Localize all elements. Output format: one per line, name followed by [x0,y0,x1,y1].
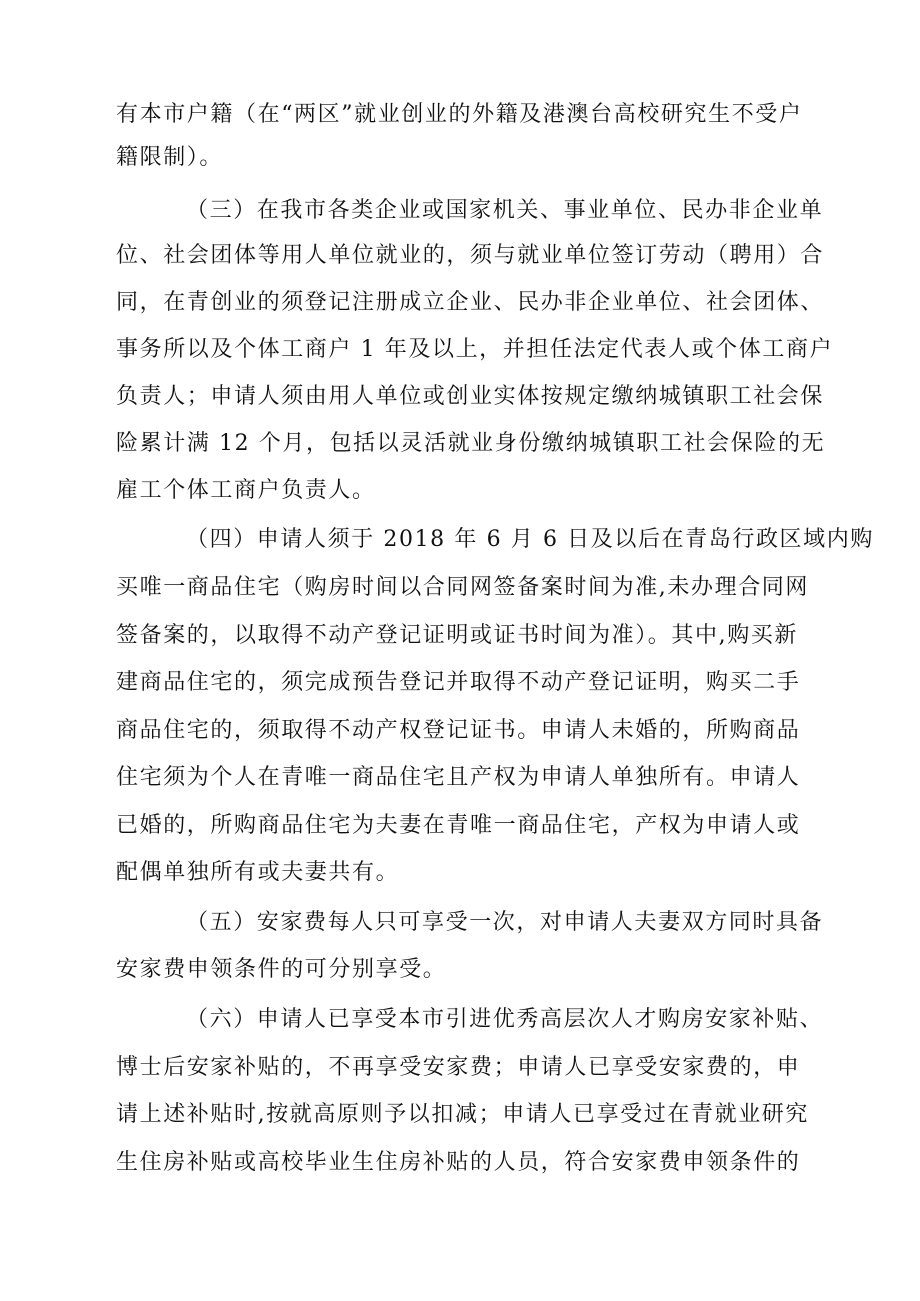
text-line: 同，在青创业的须登记注册成立企业、民办非企业单位、社会团体、 [116,290,825,315]
text-line: 博士后安家补贴的，不再享受安家费；申请人已享受安家费的，申 [116,1055,801,1080]
text-line: （三）在我市各类企业或国家机关、事业单位、民办非企业单 [186,198,824,223]
text-line: 安家费申领条件的可分别享受。 [116,957,447,982]
text-line: 生住房补贴或高校毕业生住房补贴的人员，符合安家费申领条件的 [116,1150,801,1175]
text-line: （五）安家费每人只可享受一次，对申请人夫妻双方同时具备 [186,910,824,935]
text-line: 配偶单独所有或夫妻共有。 [116,860,400,885]
text-line: 险累计满 12 个月，包括以灵活就业身份缴纳城镇职工社会保险的无 [116,431,826,456]
text-line: 签备案的，以取得不动产登记证明或证书时间为准）。其中,购买新 [116,623,798,648]
text-line: 商品住宅的，须取得不动产权登记证书。申请人未婚的，所购商品 [116,718,801,743]
text-line: 请上述补贴时,按就高原则予以扣减；申请人已享受过在青就业研究 [116,1102,809,1127]
text-line: 有本市户籍（在“两区”就业创业的外籍及港澳台高校研究生不受户 [116,102,803,127]
text-line: （四）申请人须于 2018 年 6 月 6 日及以后在青岛行政区域内购 [186,527,874,552]
text-line: 事务所以及个体工商户 1 年及以上，并担任法定代表人或个体工商户 [116,337,834,362]
text-line: 住宅须为个人在青唯一商品住宅且产权为申请人单独所有。申请人 [116,765,801,790]
text-line: 建商品住宅的，须完成预告登记并取得不动产登记证明，购买二手 [116,670,801,695]
text-line: （六）申请人已享受本市引进优秀高层次人才购房安家补贴、 [186,1007,824,1032]
text-line: 买唯一商品住宅（购房时间以合同网签备案时间为准,未办理合同网 [116,575,809,600]
text-line: 籍限制）。 [116,145,224,170]
text-line: 雇工个体工商户负责人。 [116,478,376,503]
text-line: 负责人；申请人须由用人单位或创业实体按规定缴纳城镇职工社会保 [116,384,825,409]
text-line: 位、社会团体等用人单位就业的，须与就业单位签订劳动（聘用）合 [116,243,825,268]
text-line: 已婚的，所购商品住宅为夫妻在青唯一商品住宅，产权为申请人或 [116,813,801,838]
